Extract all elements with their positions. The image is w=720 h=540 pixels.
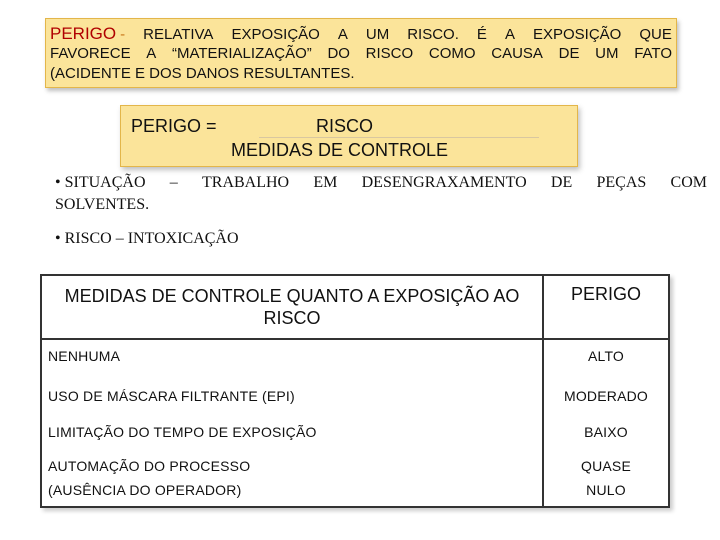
definition-line-1 (50, 25, 672, 44)
situation-bullet (55, 172, 707, 216)
def-word: RELATIVA (143, 26, 214, 43)
fraction-line (259, 137, 539, 138)
def-word: RISCO. (407, 26, 459, 43)
def-word: QUE (639, 26, 672, 43)
def-word: COMO (428, 45, 476, 62)
situation-word: PEÇAS (596, 174, 647, 191)
def-word: DE (558, 45, 580, 62)
header-perigo: PERIGO (543, 275, 669, 339)
formula-denominator: MEDIDAS DE CONTROLE (231, 140, 449, 160)
def-word: UM (595, 45, 619, 62)
table-header-row (41, 275, 669, 339)
measure-line-2: (AUSÊNCIA DO OPERADOR) (48, 482, 242, 498)
situation-line-1 (55, 172, 707, 194)
measure-cell: USO DE MÁSCARA FILTRANTE (EPI) (41, 378, 543, 414)
measure-line-1: AUTOMAÇÃO DO PROCESSO (48, 458, 251, 474)
situation-line-2: SOLVENTES. (55, 196, 150, 213)
situation-word: • SITUAÇÃO (55, 174, 146, 191)
def-word: DO (327, 45, 350, 62)
risk-bullet: • RISCO – INTOXICAÇÃO (55, 230, 239, 247)
def-word: EXPOSIÇÃO (231, 26, 320, 43)
measure-cell (41, 450, 543, 507)
def-word: É (476, 26, 487, 43)
definition-term: PERIGO (50, 24, 117, 43)
perigo-cell (543, 450, 669, 507)
formula-lhs: PERIGO = (131, 116, 217, 136)
def-word: A (504, 26, 515, 43)
def-word: UM (365, 26, 390, 43)
table-row (41, 450, 669, 507)
def-word: A (337, 26, 348, 43)
table-row (41, 378, 669, 414)
situation-word: DESENGRAXAMENTO (361, 174, 527, 191)
definition-line-2 (50, 45, 672, 63)
definition-term-group (50, 25, 125, 44)
table-row (41, 339, 669, 378)
measure-cell: NENHUMA (41, 339, 543, 378)
def-word: RISCO (365, 45, 414, 62)
formula-numerator: RISCO (316, 116, 374, 136)
table-row (41, 414, 669, 450)
def-word: EXPOSIÇÃO (532, 26, 622, 43)
def-word: A (146, 45, 157, 62)
perigo-cell: ALTO (543, 339, 669, 378)
situation-word: EM (313, 174, 338, 191)
situation-word: DE (550, 174, 573, 191)
situation-word: COM (670, 174, 707, 191)
definition-line-3: (ACIDENTE E DOS DANOS RESULTANTES. (50, 65, 355, 82)
perigo-line-2: NULO (586, 482, 626, 498)
situation-word: TRABALHO (202, 174, 290, 191)
formula-box (120, 105, 578, 167)
perigo-cell: MODERADO (543, 378, 669, 414)
definition-dash: - (120, 26, 126, 43)
measure-cell: LIMITAÇÃO DO TEMPO DE EXPOSIÇÃO (41, 414, 543, 450)
control-measures-table (40, 274, 670, 508)
def-word: FAVORECE (50, 45, 131, 62)
definition-box (45, 18, 677, 88)
situation-word: – (169, 174, 178, 191)
header-measures: MEDIDAS DE CONTROLE QUANTO A EXPOSIÇÃO AO RISCO (41, 275, 543, 339)
def-word: “MATERIALIZAÇÃO” (172, 45, 312, 62)
def-word: CAUSA (491, 45, 543, 62)
perigo-cell: BAIXO (543, 414, 669, 450)
perigo-line-1: QUASE (580, 458, 631, 474)
def-word: FATO (634, 45, 672, 62)
